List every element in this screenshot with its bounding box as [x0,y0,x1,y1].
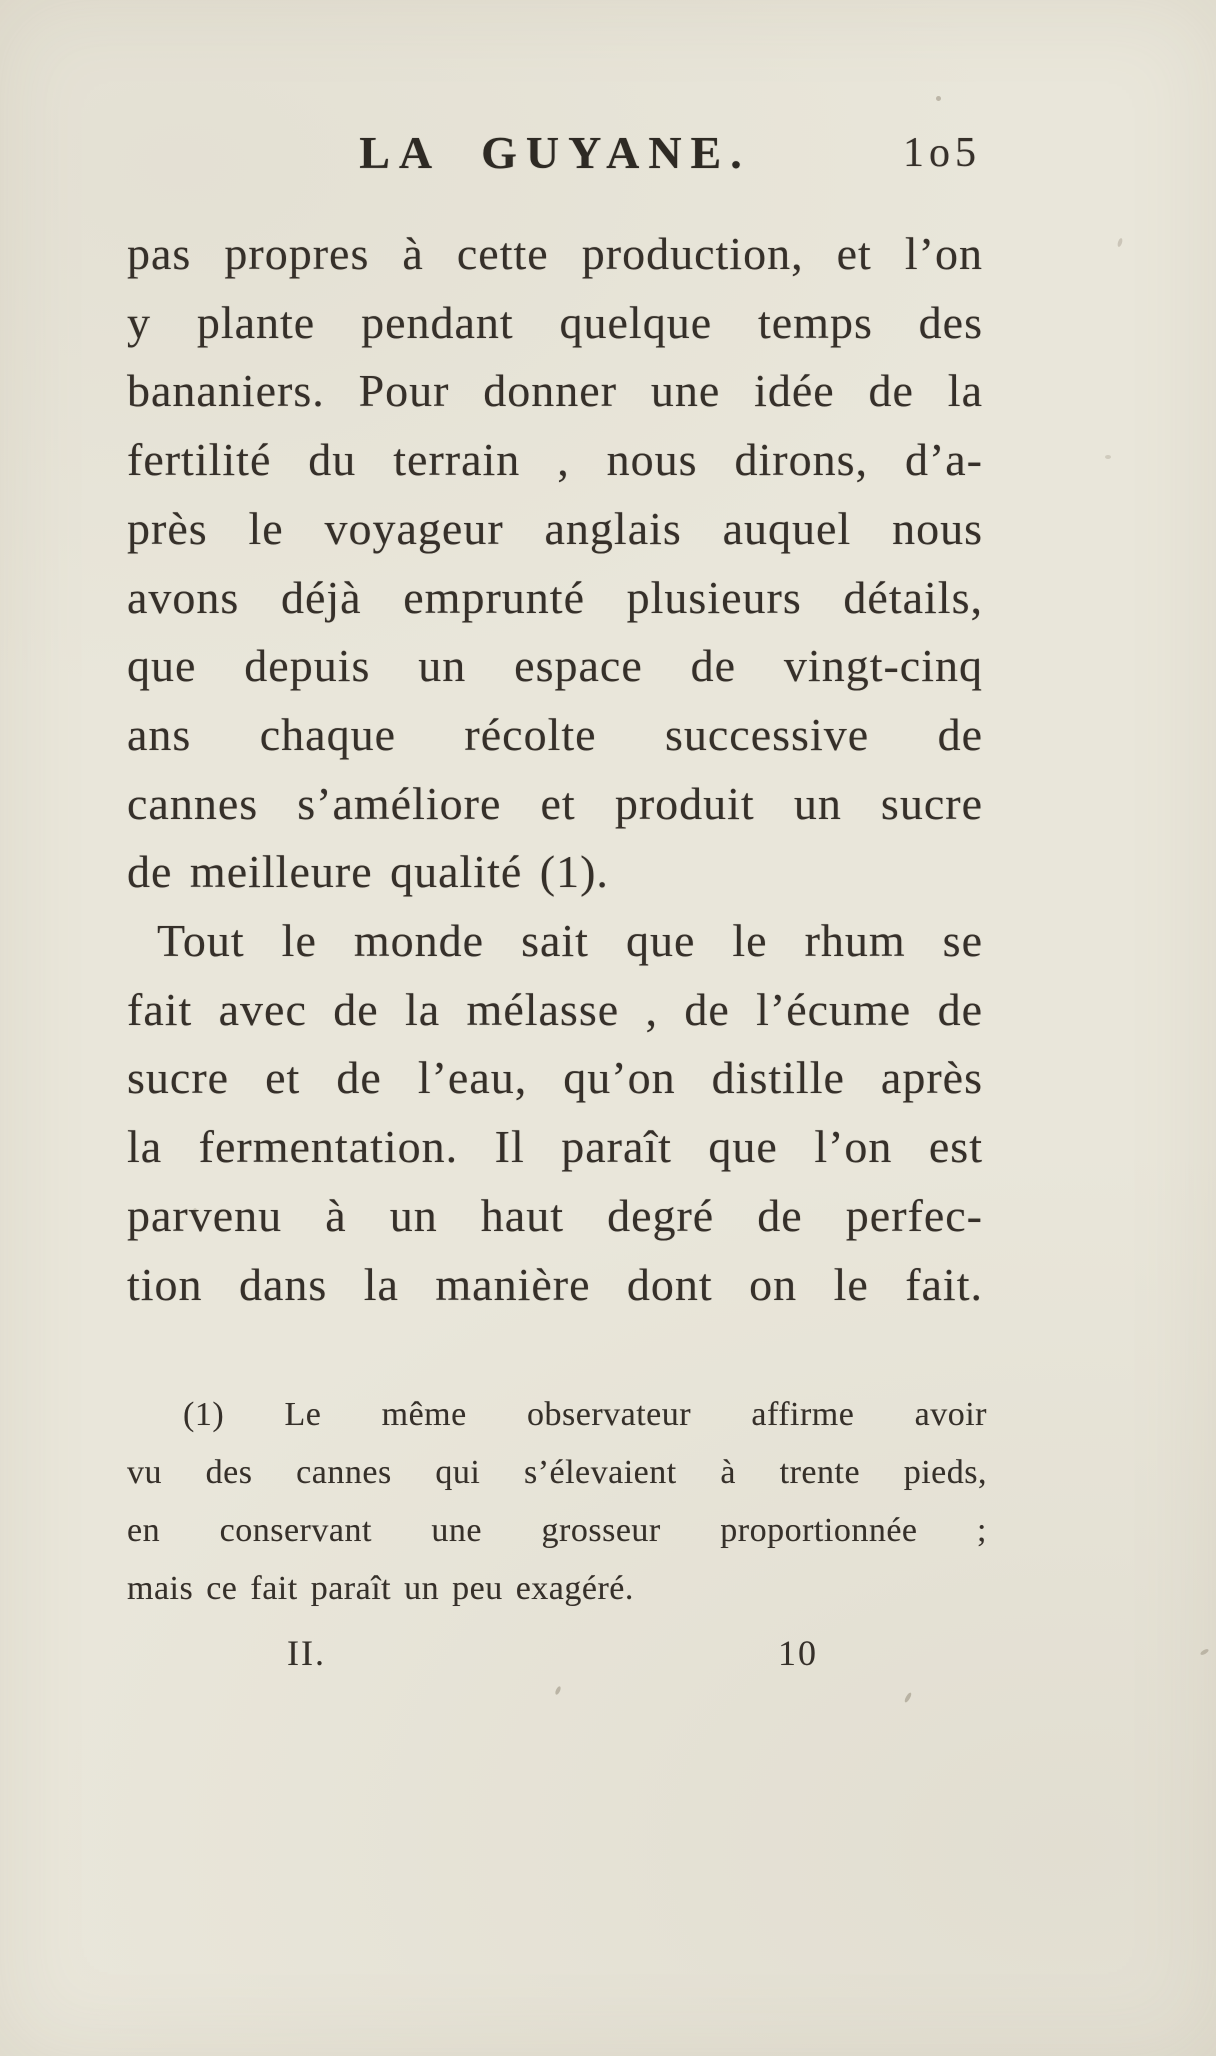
body-line: parvenu à un haut degré de perfec- [127,1189,983,1241]
footnote-line: mais ce fait paraît un peu exagéré. [127,1570,634,1607]
signature-number: 10 [778,1633,818,1673]
body-line: y plante pendant quelque temps des [127,296,983,348]
body-line: ans chaque récolte successive de [127,708,983,760]
footnote [127,1386,987,1618]
body-line: bananiers. Pour donner une idée de la [127,365,983,417]
body-line: sucre et de l’eau, qu’on distille après [127,1052,983,1104]
body-line: près le voyageur anglais auquel nous [127,502,983,554]
body-line: fertilité du terrain , nous dirons, d’a- [127,434,983,486]
page-number: 1o5 [903,130,981,176]
signature-row [0,1632,1216,1684]
body-line: tion dans la manière dont on le fait. [127,1258,983,1310]
body-line: cannes s’améliore et produit un sucre [127,777,983,829]
paper-speck [1105,455,1111,459]
paper-speck [936,96,941,101]
body-line: fait avec de la mélasse , de l’écume de [127,983,983,1035]
paper-speck [193,1208,197,1214]
paper-speck [554,1686,561,1696]
body-text [127,220,983,1319]
body-line: Tout le monde sait que le rhum se [157,915,983,967]
volume-number: II. [287,1633,326,1673]
paper-speck [1117,238,1124,248]
footnote-line: (1) Le même observateur affirme avoir [183,1396,987,1433]
page-title: LA GUYANE. [359,127,751,178]
footnote-line: en conservant une grosseur proportionnée ; [127,1512,987,1549]
body-line: que depuis un espace de vingt-cinq [127,640,983,692]
body-line: avons déjà emprunté plusieurs détails, [127,571,983,623]
body-line: de meilleure qualité (1). [127,846,609,898]
running-header [127,126,983,186]
body-line: pas propres à cette production, et l’on [127,228,983,279]
footnote-line: vu des cannes qui s’élevaient à trente pieds, [127,1454,987,1491]
paper-speck [904,1692,913,1704]
body-line: la fermentation. Il paraît que l’on est [127,1121,983,1173]
